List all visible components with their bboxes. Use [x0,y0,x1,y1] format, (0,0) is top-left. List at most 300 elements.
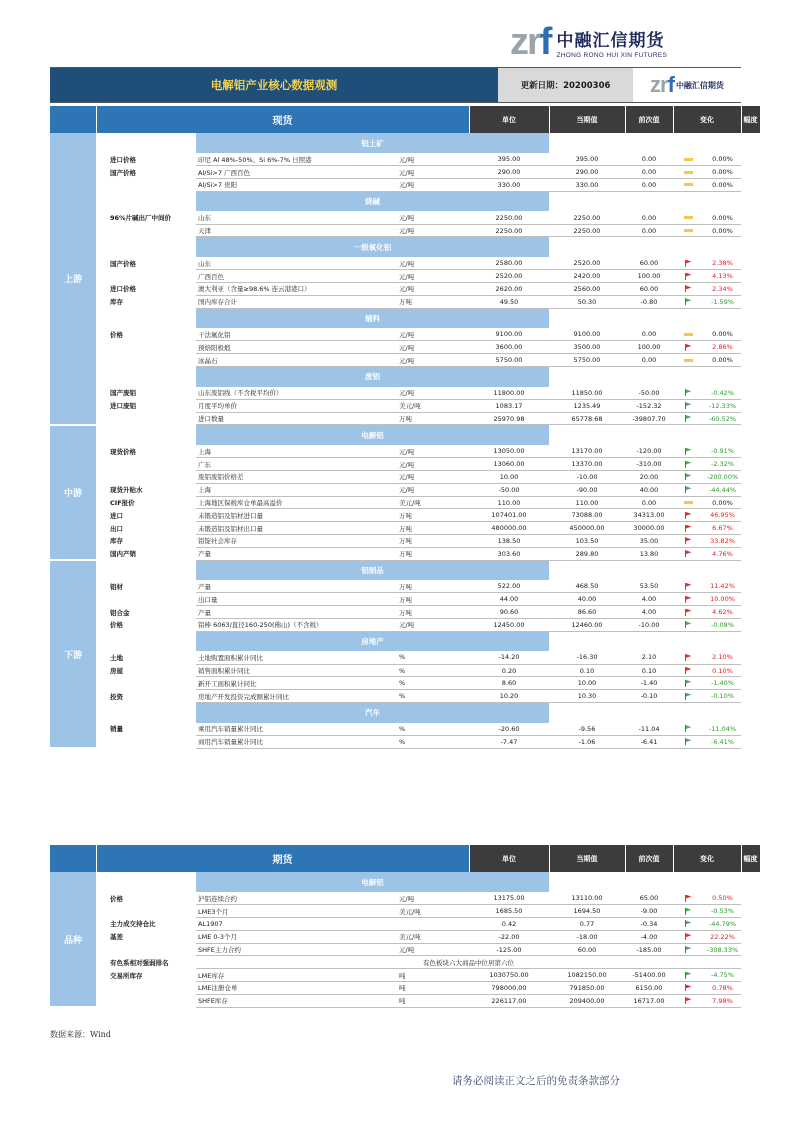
red-flag-icon [685,512,693,519]
row-unit: 吨 [396,994,469,1007]
row-unit: % [396,735,469,748]
row-item: 印尼 Al 48%-50%、Si 6%-7% 日照港 [196,153,396,166]
row-label: 国产废铝 [110,389,136,398]
red-flag-icon [685,609,693,616]
table-row [50,930,760,943]
row-previous: 11850.00 [549,387,625,400]
row-current: 480000.00 [469,522,549,535]
row-range: -1.40% [704,677,741,690]
row-current: 107401.00 [469,509,549,522]
row-item: 商用汽车销量累计同比 [196,735,396,748]
row-unit: 美元/吨 [396,905,469,918]
row-label [96,982,196,995]
table-row [50,341,760,354]
row-current: 522.00 [469,580,549,593]
trend-cell [673,509,704,522]
row-previous: 12460.00 [549,619,625,632]
row-previous: 290.00 [549,166,625,179]
red-flag-icon [685,596,693,603]
row-item: 山东废铝线（不含税平均价） [196,387,396,400]
col-current: 当期值 [549,106,625,133]
row-current: 290.00 [469,166,549,179]
table-row [50,735,760,748]
row-current: 1685.50 [469,905,549,918]
row-label [96,471,196,484]
table-row [50,969,760,982]
table-row [50,295,760,308]
row-range: -44.44% [704,483,741,496]
row-previous: 2560.00 [549,283,625,296]
row-label: 销量 [110,725,123,734]
row-change: 0.00 [625,211,673,224]
row-current: 11800.00 [469,387,549,400]
row-range: -44.79% [704,918,741,931]
red-flag-icon [685,933,693,940]
table-row [50,918,760,931]
category-title: 烧碱 [196,191,549,211]
green-flag-icon [685,298,693,305]
trend-cell [673,153,704,166]
trend-cell [673,619,704,632]
trend-cell [673,905,704,918]
row-range: 0.00% [704,179,741,192]
row-change: -152.32 [625,399,673,412]
row-item: SHFE主力合约 [196,943,396,956]
row-unit: 万吨 [396,580,469,593]
futures-section-title: 期货 [96,845,469,872]
row-label: 价格 [110,894,123,903]
row-unit: 元/吨 [396,387,469,400]
row-label: 土地 [110,654,123,663]
green-flag-icon [685,725,693,732]
row-change: 0.10 [625,664,673,677]
row-change: 4.00 [625,593,673,606]
row-label: 国产价格 [110,259,136,268]
table-row [50,892,760,905]
row-change: 53.50 [625,580,673,593]
row-item: 广西百色 [196,270,396,283]
flat-bar-icon [684,499,693,506]
row-current: 10.20 [469,690,549,703]
row-change: 13.80 [625,547,673,560]
row-item: 预焙阳极煅 [196,341,396,354]
col-change: 变化 [673,845,741,872]
row-range: -6.41% [704,735,741,748]
row-current: 5750.00 [469,354,549,367]
table-row [50,354,760,367]
category-row [50,631,760,651]
row-label: CIF报价 [110,499,135,508]
row-change: 0.00 [625,153,673,166]
trend-cell [673,166,704,179]
category-row [50,703,760,723]
row-unit: 元/吨 [396,483,469,496]
trend-cell [673,943,704,956]
row-unit: 万吨 [396,295,469,308]
row-unit: 吨 [396,969,469,982]
row-change: 0.00 [625,166,673,179]
col-range: 幅度 [741,845,760,872]
row-previous: -18.00 [549,930,625,943]
row-change: 100.00 [625,341,673,354]
row-item: 铝棒 6063/直径160-250(佛山)（不含税） [196,619,396,632]
row-range: -0.42% [704,387,741,400]
spot-table [50,106,761,749]
row-previous: 86.60 [549,606,625,619]
row-unit: % [396,690,469,703]
flat-bar-icon [684,331,693,338]
row-item: 产量 [196,606,396,619]
table-row [50,905,760,918]
row-item: AL1907 [196,918,396,931]
row-range: 0.78% [704,982,741,995]
row-unit: 元/吨 [396,471,469,484]
trend-cell [673,580,704,593]
table-row [50,387,760,400]
row-previous: 5750.00 [549,354,625,367]
row-item: Al/Si>7 广西百色 [196,166,396,179]
row-range: 4.76% [704,547,741,560]
row-range: 0.00% [704,211,741,224]
table-row [50,509,760,522]
table-row [50,496,760,509]
trend-cell [673,930,704,943]
futures-table [50,845,761,1008]
trend-cell [673,354,704,367]
green-flag-icon [685,680,693,687]
data-source: 数据来源：Wind [50,1030,111,1039]
category-row [50,308,760,328]
col-change: 变化 [673,106,741,133]
row-range: 0.00% [704,328,741,341]
row-current: 0.20 [469,664,549,677]
row-current: 44.00 [469,593,549,606]
row-item: 干法氟化铝 [196,328,396,341]
trend-cell [673,677,704,690]
row-previous: 2420.00 [549,270,625,283]
row-change: 34313.00 [625,509,673,522]
red-flag-icon [685,583,693,590]
row-unit: 美元/吨 [396,399,469,412]
region-label: 上游 [50,133,96,425]
rank-row [50,956,760,969]
category-title: 房地产 [196,631,549,651]
red-flag-icon [685,654,693,661]
col-current: 当期值 [549,845,625,872]
row-previous: 2250.00 [549,211,625,224]
green-flag-icon [685,946,693,953]
row-item: 上海地区保税库仓单最高溢价 [196,496,396,509]
row-current: 3600.00 [469,341,549,354]
row-unit: 元/吨 [396,354,469,367]
trend-cell [673,723,704,736]
row-label: 96%片碱出厂中间价 [110,214,172,223]
row-item: 广东 [196,458,396,471]
row-previous: 13110.00 [549,892,625,905]
trend-cell [673,179,704,192]
col-unit: 单位 [469,106,549,133]
row-change: -6.41 [625,735,673,748]
row-change: -120.00 [625,445,673,458]
row-label: 房屋 [110,667,123,675]
row-unit: 万吨 [396,547,469,560]
category-row [50,237,760,257]
row-range: 2.10% [704,651,741,664]
table-row [50,943,760,956]
flat-bar-icon [684,227,693,234]
row-change: -0.34 [625,918,673,931]
trend-cell [673,535,704,548]
row-item: 销售面积累计同比 [196,664,396,677]
row-item: 产量 [196,580,396,593]
trend-cell [673,270,704,283]
row-change: 0.00 [625,179,673,192]
logo-cn: 中融汇信期货 [556,30,665,51]
row-label [96,943,196,956]
row-label: 交易所库存 [110,971,143,980]
row-unit: 元/吨 [396,283,469,296]
row-previous: 13370.00 [549,458,625,471]
row-label: 国产价格 [110,168,136,177]
row-change: -185.00 [625,943,673,956]
region-label: 中游 [50,425,96,560]
flat-bar-icon [684,156,693,163]
row-unit: 元/吨 [396,179,469,192]
row-label [96,270,196,283]
category-row [50,367,760,387]
row-current: 13060.00 [469,458,549,471]
row-range: 4.62% [704,606,741,619]
row-item: 乘用汽车销量累计同比 [196,723,396,736]
row-previous: -90.00 [549,483,625,496]
row-current: 110.00 [469,496,549,509]
trend-cell [673,547,704,560]
row-current: 226117.00 [469,994,549,1007]
row-change: 16717.00 [625,994,673,1007]
row-change: -310.00 [625,458,673,471]
row-label [96,905,196,918]
row-current: -14.20 [469,651,549,664]
row-label: 进口价格 [110,285,136,294]
company-logo [510,18,690,66]
row-range: -0.08% [704,619,741,632]
row-current: -22.00 [469,930,549,943]
table-row [50,619,760,632]
row-item: 月度平均单价 [196,399,396,412]
row-previous: 468.50 [549,580,625,593]
row-current: 10.00 [469,471,549,484]
row-range: 7.98% [704,994,741,1007]
row-item: 房地产开发投资完成额累计同比 [196,690,396,703]
logo-en: ZHONG RONG HUI XIN FUTURES [556,51,668,59]
row-unit: 万吨 [396,509,469,522]
row-previous: 9100.00 [549,328,625,341]
trend-cell [673,496,704,509]
row-change: 65.00 [625,892,673,905]
row-current: -7.47 [469,735,549,748]
row-unit: 元/吨 [396,257,469,270]
table-row [50,535,760,548]
row-range: -0.91% [704,445,741,458]
red-flag-icon [685,537,693,544]
row-change: -4.00 [625,930,673,943]
trend-cell [673,458,704,471]
row-range: 22.22% [704,930,741,943]
table-row [50,328,760,341]
row-item: 产量 [196,547,396,560]
row-previous: 110.00 [549,496,625,509]
table-row [50,547,760,560]
red-flag-icon [685,997,693,1004]
trend-cell [673,994,704,1007]
green-flag-icon [685,738,693,745]
row-change: 4.00 [625,606,673,619]
row-previous: 450000.00 [549,522,625,535]
row-label: 库存 [110,537,123,546]
row-current: 395.00 [469,153,549,166]
table-row [50,179,760,192]
row-label: 现货价格 [110,447,136,456]
row-current: 798000.00 [469,982,549,995]
title-bar [50,67,741,103]
trend-cell [673,445,704,458]
rank-label: 有色系相对强弱排名 [110,958,169,967]
table-row [50,580,760,593]
row-range: 11.42% [704,580,741,593]
flat-bar-icon [684,169,693,176]
row-item: 沪铝连续合约 [196,892,396,905]
table-row [50,522,760,535]
row-label: 国内产销 [110,550,136,559]
category-title: 辅料 [196,308,549,328]
row-label: 价格 [110,621,123,630]
red-flag-icon [685,895,693,902]
row-unit: 万吨 [396,412,469,425]
row-change: 6150.00 [625,982,673,995]
trend-cell [673,918,704,931]
trend-cell [673,651,704,664]
row-range: 0.00% [704,153,741,166]
row-previous: 60.00 [549,943,625,956]
trend-cell [673,982,704,995]
green-flag-icon [685,920,693,927]
flat-bar-icon [684,357,693,364]
row-change: 20.00 [625,471,673,484]
table-row [50,483,760,496]
row-label: 铝合金 [110,608,130,617]
row-item: 废铝废铝价格差 [196,471,396,484]
table-row [50,211,760,224]
row-range: 2.34% [704,283,741,296]
row-range: -0.10% [704,690,741,703]
table-row [50,458,760,471]
table-row [50,257,760,270]
trend-cell [673,399,704,412]
row-label: 库存 [110,298,123,307]
row-range: 6.67% [704,522,741,535]
table-row [50,593,760,606]
table-row [50,606,760,619]
category-title: 铝制品 [196,560,549,580]
row-item: 未锻造铝及铝材进口量 [196,509,396,522]
row-item: Al/Si>7 贵阳 [196,179,396,192]
category-title: 电解铝 [196,425,549,445]
row-label [96,458,196,471]
trend-cell [673,224,704,237]
row-previous: 50.30 [549,295,625,308]
row-previous: 2250.00 [549,224,625,237]
row-label: 进口价格 [110,155,136,164]
row-range: 2.38% [704,257,741,270]
row-unit [396,918,469,931]
table-row [50,224,760,237]
row-label: 铝材 [110,583,123,592]
row-label: 基差 [110,933,123,942]
row-previous: 3500.00 [549,341,625,354]
row-current: 1030750.00 [469,969,549,982]
category-row [50,872,760,892]
row-item: 上海 [196,445,396,458]
col-previous: 前次值 [625,845,673,872]
row-current: 13175.00 [469,892,549,905]
row-item: 未锻造铝及铝材出口量 [196,522,396,535]
row-item: 出口量 [196,593,396,606]
red-flag-icon [685,285,693,292]
flat-bar-icon [684,214,693,221]
row-change: -0.10 [625,690,673,703]
row-item: 新开工面积累计同比 [196,677,396,690]
row-item: 澳大利亚（含量≥98.6% 连云港港口） [196,283,396,296]
green-flag-icon [685,972,693,979]
row-range: -0.53% [704,905,741,918]
trend-cell [673,211,704,224]
row-change: -0.80 [625,295,673,308]
green-flag-icon [685,693,693,700]
trend-cell [673,471,704,484]
category-title: 一级氧化铝 [196,237,549,257]
row-change: 30000.00 [625,522,673,535]
row-change: 35.00 [625,535,673,548]
red-flag-icon [685,525,693,532]
row-range: 0.00% [704,166,741,179]
row-unit: 万吨 [396,522,469,535]
row-range: -60.52% [704,412,741,425]
row-item: 铝锭社会库存 [196,535,396,548]
row-previous: 10.00 [549,677,625,690]
row-previous: 1235.49 [549,399,625,412]
row-current: 303.60 [469,547,549,560]
mini-logo: zrf 中融汇信期货 [633,68,741,102]
category-row [50,133,760,153]
row-range: 0.00% [704,496,741,509]
row-current: 2520.00 [469,270,549,283]
row-previous: 0.77 [549,918,625,931]
row-current: 2620.00 [469,283,549,296]
row-unit: 元/吨 [396,211,469,224]
row-change: 0.00 [625,328,673,341]
trend-cell [673,283,704,296]
row-label [96,677,196,690]
row-current: -125.00 [469,943,549,956]
row-item: 国内库存合计 [196,295,396,308]
trend-cell [673,593,704,606]
trend-cell [673,483,704,496]
table-row [50,153,760,166]
region-label: 品种 [50,872,96,1007]
row-change: 100.00 [625,270,673,283]
row-item: SHFE库存 [196,994,396,1007]
row-item: LME3个月 [196,905,396,918]
